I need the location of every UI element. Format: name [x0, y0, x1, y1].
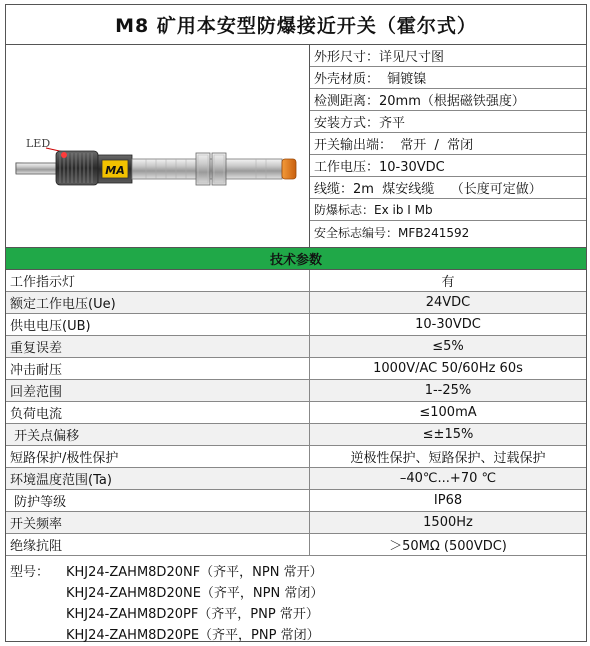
section-title: 技术参数: [6, 248, 586, 270]
param-value: –40℃...+70 ℃: [399, 471, 497, 486]
spec-safety-number: 安全标志编号：MFB241592: [314, 225, 470, 240]
param-name: 额定工作电压(Ue): [6, 292, 310, 313]
param-value: ≤100mA: [419, 405, 477, 420]
table-row: [6, 336, 586, 358]
list-item: [10, 581, 586, 602]
spec-housing-material: 外壳材质： 铜镀镍: [310, 67, 586, 89]
param-value: IP68: [433, 493, 463, 508]
list-item: [10, 602, 586, 623]
table-row: [6, 402, 586, 424]
list-item: [10, 623, 586, 644]
models-label: 型号：: [10, 565, 50, 580]
param-name: 短路保护/极性保护: [6, 446, 310, 467]
spec-detection-distance: 检测距离：20mm（根据磁铁强度）: [310, 89, 586, 111]
table-row: [6, 468, 586, 490]
param-value: 1000V/AC 50/60Hz 60s: [373, 361, 523, 376]
param-name: 环境温度范围(Ta): [6, 468, 310, 489]
model-number: KHJ24-ZAHM8D20PE（齐平，PNP 常闭）: [66, 628, 320, 643]
page-title: M8 矿用本安型防爆接近开关（霍尔式）: [6, 5, 586, 45]
sensor-illustration: [6, 45, 309, 248]
model-number: KHJ24-ZAHM8D20NE（齐平，NPN 常闭）: [66, 586, 324, 601]
table-row: [6, 424, 586, 446]
table-row: [6, 292, 586, 314]
cable: [16, 163, 56, 174]
product-image: [6, 45, 310, 247]
table-row: [6, 490, 586, 512]
logo-text: MA: [105, 164, 125, 177]
param-name: 重复误差: [6, 336, 310, 357]
param-name: 回差范围: [6, 380, 310, 401]
model-number: KHJ24-ZAHM8D20PF（齐平，PNP 常开）: [66, 607, 319, 622]
param-value: 逆极性保护、短路保护、过载保护: [350, 451, 546, 466]
param-name: 防护等级: [6, 490, 310, 511]
spec-output: 开关输出端： 常开 / 常闭: [310, 133, 586, 155]
param-value: 24VDC: [425, 295, 471, 310]
param-value: 10-30VDC: [415, 317, 481, 332]
spec-cable: 线缆：2m 煤安线缆 （长度可定做）: [310, 177, 586, 199]
model-number: KHJ24-ZAHM8D20NF（齐平，NPN 常开）: [66, 565, 323, 580]
param-value: ≤±15%: [422, 427, 474, 442]
param-name: 负荷电流: [6, 402, 310, 423]
spec-list: [310, 45, 586, 247]
spec-explosion-mark: 防爆标志：Ex ib I Mb: [310, 199, 586, 221]
param-value: 1--25%: [424, 383, 472, 398]
param-name: 开关点偏移: [6, 424, 310, 445]
spec-voltage: 工作电压：10-30VDC: [310, 155, 586, 177]
overview-section: [6, 45, 586, 248]
led-label: LED: [26, 137, 51, 150]
table-row: [6, 314, 586, 336]
table-row: [6, 512, 586, 534]
model-list: [6, 556, 586, 644]
spec-dimensions: 外形尺寸：详见尺寸图: [310, 45, 586, 67]
param-value: ＞50MΩ (500VDC): [389, 539, 507, 554]
param-name: 供电电压(UB): [6, 314, 310, 335]
datasheet: [5, 4, 587, 642]
table-row: [6, 380, 586, 402]
spec-mounting: 安装方式：齐平: [310, 111, 586, 133]
parameter-table: [6, 270, 586, 556]
table-row: [6, 534, 586, 556]
param-value: 有: [441, 275, 455, 290]
table-row: [6, 446, 586, 468]
param-value: 1500Hz: [423, 515, 473, 530]
param-value: ≤5%: [432, 339, 464, 354]
led-indicator-icon: [61, 152, 67, 158]
table-row: [6, 358, 586, 380]
table-row: [6, 270, 586, 292]
param-name: 冲击耐压: [6, 358, 310, 379]
sensing-face: [282, 159, 296, 179]
param-name: 开关频率: [6, 512, 310, 533]
param-name: 绝缘抗阻: [6, 534, 310, 555]
list-item: [10, 560, 586, 581]
param-name: 工作指示灯: [6, 270, 310, 291]
